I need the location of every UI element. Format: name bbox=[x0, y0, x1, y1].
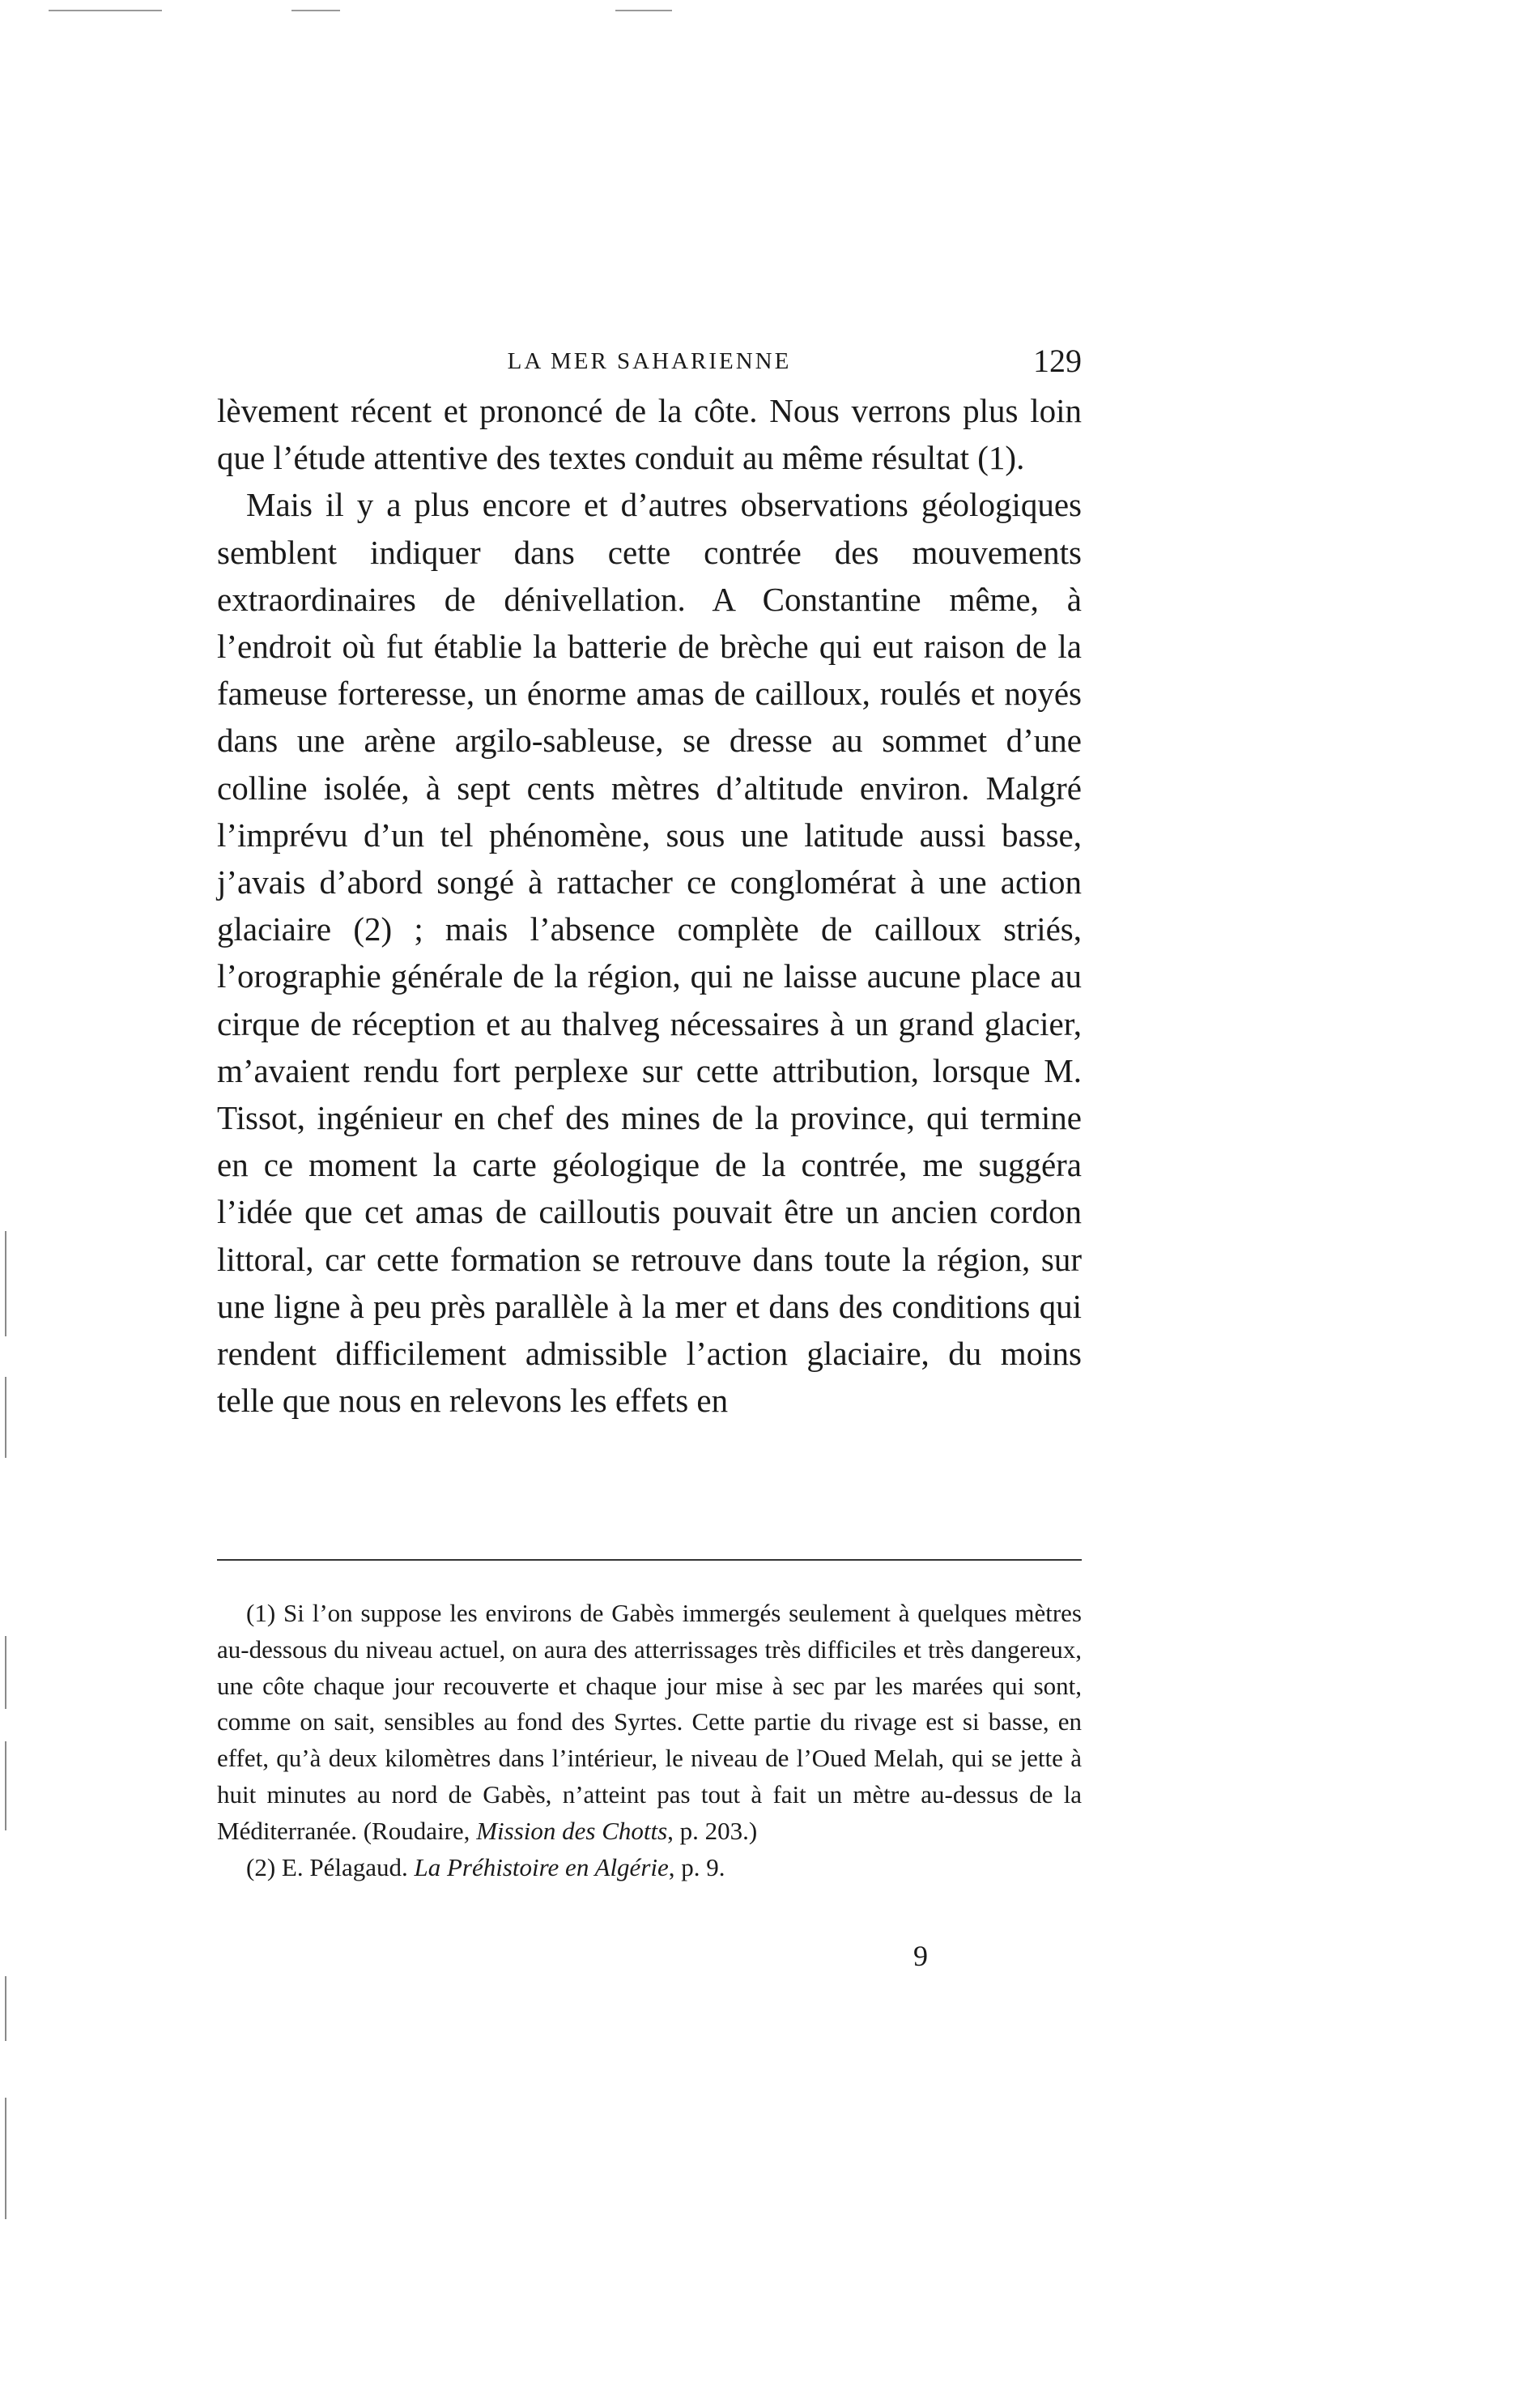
footnote-marker: (2) bbox=[246, 1852, 276, 1881]
footnote-1 bbox=[217, 1596, 1082, 1850]
body-text bbox=[217, 387, 1082, 1424]
citation-title: Mission des Chotts bbox=[476, 1816, 668, 1845]
footnote-2 bbox=[217, 1850, 1082, 1886]
citation-page: , p. 9. bbox=[668, 1852, 725, 1881]
page-edge-shadow bbox=[5, 1636, 6, 1709]
page-edge-shadow bbox=[5, 2098, 6, 2219]
page-edge-shadow bbox=[5, 1377, 6, 1458]
scan-artifact bbox=[49, 10, 162, 11]
footnote-text: Si l’on suppose les environs de Gabès immergés seulement à quelques mètres au-dessous du niveau actuel, on aura des atterrissages très difficiles et très dangereux, une côte chaque jour recouverte et chaque jour mise à sec par les marées qui sont, comme on sait, sensibles au fond des Syrtes. Cette partie du rivage est si basse, en effet, qu’à deux kilomètres dans l’intérieur, le niveau de l’Oued Melah, qui se jette à huit minutes au nord de Gabès, n’atteint pas tout à fait un mètre au-dessus de la Méditerranée. (Roudaire, bbox=[217, 1599, 1082, 1845]
footnote-rule bbox=[217, 1559, 1082, 1561]
signature-mark: 9 bbox=[913, 1940, 928, 1972]
citation-page: , p. 203.) bbox=[667, 1816, 758, 1845]
citation-author: E. Pélagaud. bbox=[281, 1852, 408, 1881]
footnote-marker: (1) bbox=[246, 1599, 276, 1627]
footnotes bbox=[217, 1596, 1082, 1885]
scan-artifact bbox=[615, 10, 672, 11]
paragraph: Mais il y a plus encore et d’autres observations géologiques semblent indiquer dans cette contrée des mouvements extraordinaires de dénivellation. A Constantine même, à l’endroit où fut établie la batterie de brèche qui eut raison de la fameuse forteresse, un énorme amas de cailloux, roulés et noyés dans une arène argilo-sableuse, se dresse au sommet d’une colline isolée, à sept cents mètres d’altitude environ. Malgré l’imprévu d’un tel phénomène, sous une latitude aussi basse, j’avais d’abord songé à rattacher ce conglomérat à une action glaciaire (2) ; mais l’absence complète de cailloux striés, l’orographie générale de la région, qui ne laisse aucune place au cirque de réception et au thalveg nécessaires à un grand glacier, m’avaient rendu fort perplexe sur cette attribution, lorsque M. Tissot, ingénieur en chef des mines de la province, qui termine en ce moment la carte géologique de la contrée, me suggéra l’idée que cet amas de cailloutis pouvait être un ancien cordon littoral, car cette formation se retrouve dans toute la région, sur une ligne à peu près parallèle à la mer et dans des conditions qui rendent difficilement admissible l’action glaciaire, du moins telle que nous en relevons les effets en bbox=[217, 486, 1082, 1420]
scan-artifact bbox=[291, 10, 340, 11]
paragraph: lèvement récent et prononcé de la côte. Nous verrons plus loin que l’étude attentive des textes conduit au même résultat (1). bbox=[217, 392, 1082, 477]
running-title: LA MER SAHARIENNE bbox=[507, 348, 792, 374]
citation-title: La Préhistoire en Algérie bbox=[414, 1852, 669, 1881]
page-edge-shadow bbox=[5, 1976, 6, 2041]
page-header bbox=[217, 342, 1082, 390]
page-edge-shadow bbox=[5, 1231, 6, 1336]
page-edge-shadow bbox=[5, 1741, 6, 1830]
page-number: 129 bbox=[1033, 343, 1082, 379]
